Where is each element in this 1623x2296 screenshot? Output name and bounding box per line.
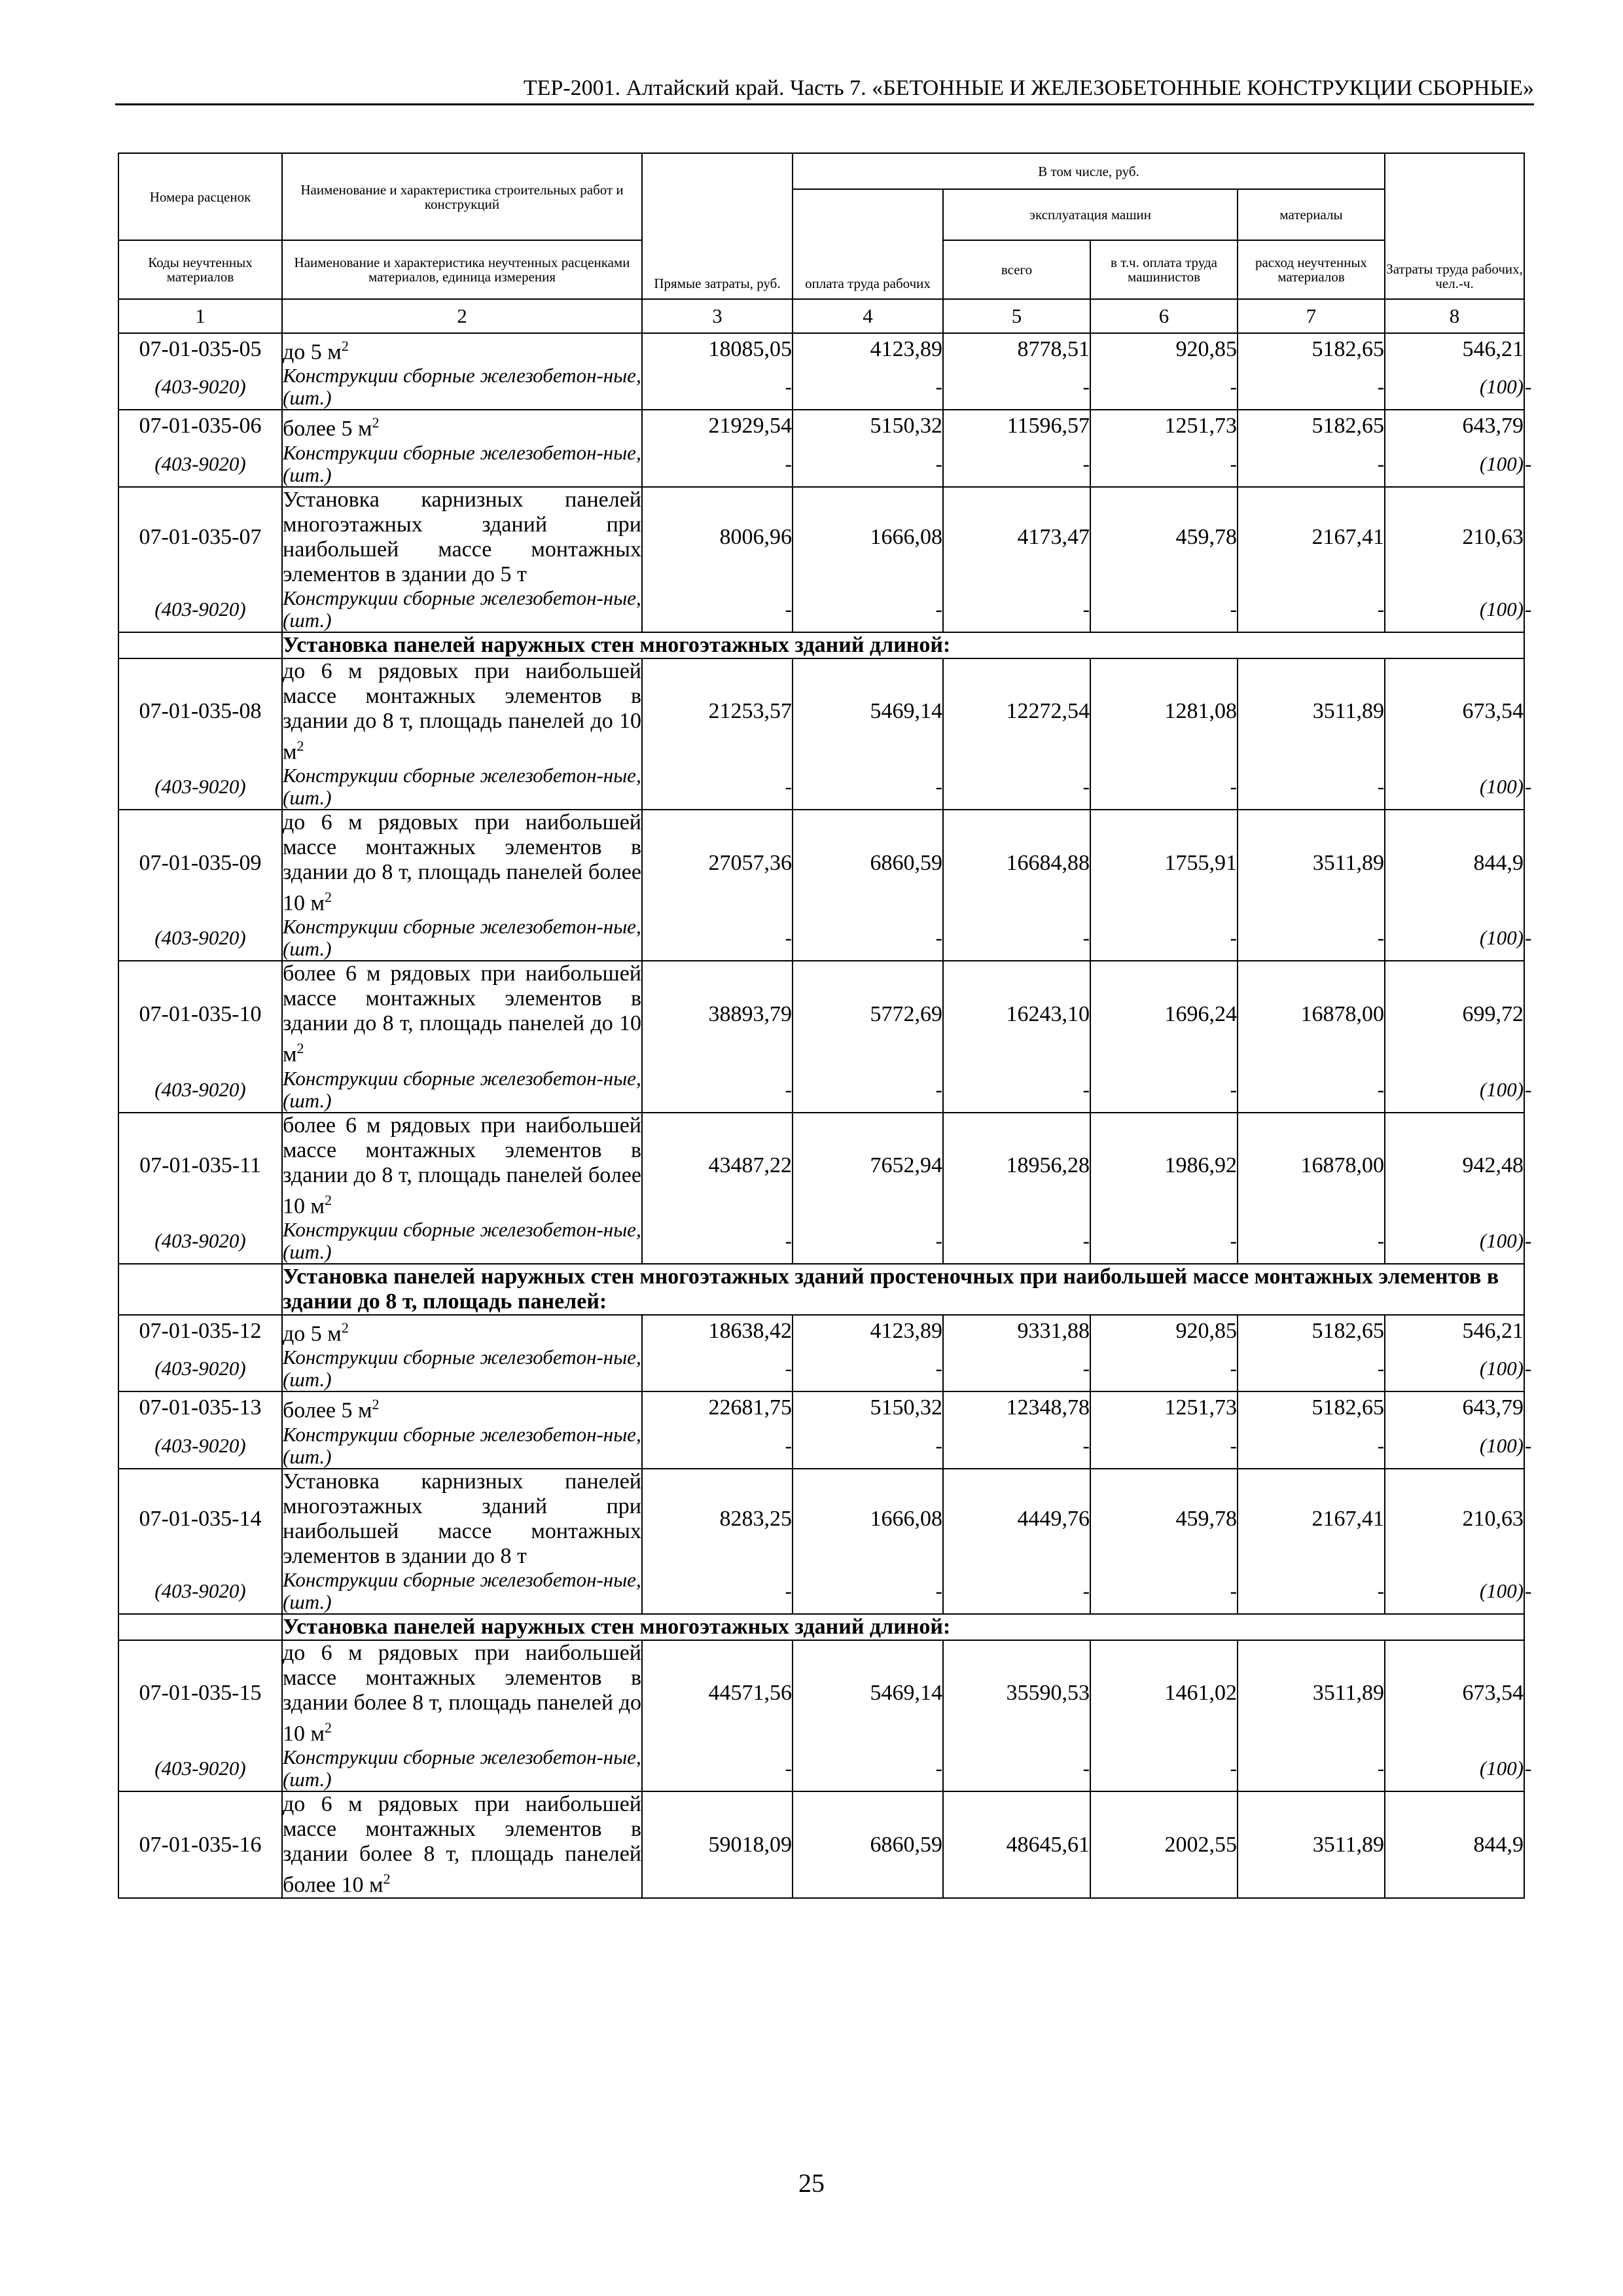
unit-exponent: 2 (372, 1396, 380, 1413)
value-machines: 4449,76 (943, 1469, 1090, 1569)
resource-dash: - (642, 1746, 793, 1791)
resource-dash: - (943, 1346, 1090, 1391)
resource-dash: - (1090, 1746, 1238, 1791)
value-mach-wages: 459,78 (1090, 487, 1238, 587)
value-materials: 2167,41 (1238, 1469, 1385, 1569)
section-heading-row (118, 632, 1524, 658)
work-name-text: до 6 м рядовых при наибольшей массе монтажных элементов в здании более 8 т, площадь панелей более 10 м (283, 1791, 641, 1897)
value-machines: 18956,28 (943, 1113, 1090, 1219)
value-mach-wages: 1986,92 (1090, 1113, 1238, 1219)
resource-dash: - (642, 916, 793, 961)
unit-exponent: 2 (325, 888, 332, 905)
resource-code: (403-9020) (118, 1746, 282, 1791)
section-spacer (118, 1614, 282, 1640)
resource-row: (403-9020) Конструкции сборные железобетон-ные, (шт.) - - - - - (100) - (118, 1424, 1524, 1469)
resource-dash: - (793, 1424, 943, 1469)
resource-dash: - (1238, 442, 1385, 487)
resource-name: Конструкции сборные железобетон-ные, (шт.) (283, 1217, 641, 1263)
rate-code: 07-01-035-05 (118, 333, 282, 365)
resource-dash: - (793, 1569, 943, 1614)
resource-name: Конструкции сборные железобетон-ные, (шт.) (283, 1066, 641, 1112)
resource-row: (403-9020) Конструкции сборные железобетон-ные, (шт.) - - - - - (100) - (118, 764, 1524, 810)
resource-row: (403-9020) Конструкции сборные железобетон-ные, (шт.) - - - - - (100) - (118, 916, 1524, 961)
unit-exponent: 2 (341, 338, 349, 354)
value-mach-wages: 1755,91 (1090, 810, 1238, 916)
table-head (118, 153, 1524, 333)
rates-table (118, 152, 1532, 1899)
resource-dash: - (943, 365, 1090, 410)
rate-code: 07-01-035-08 (118, 658, 282, 764)
value-labor-hours: 673,54 (1385, 1640, 1524, 1746)
resource-dash: - (1090, 1346, 1238, 1391)
col-number: 4 (793, 299, 943, 333)
col-number: 5 (943, 299, 1090, 333)
value-labor-hours: 942,48 (1385, 1113, 1524, 1219)
resource-dash: - (1238, 1067, 1385, 1113)
section-heading-row (118, 1264, 1524, 1315)
resource-row: (403-9020) Конструкции сборные железобетон-ные, (шт.) - - - - - (100) - (118, 1346, 1524, 1391)
value-labor-hours: 844,9 (1385, 1791, 1524, 1898)
resource-dash: - (793, 916, 943, 961)
resource-name: Конструкции сборные железобетон-ные, (шт.) (283, 364, 641, 410)
value-machines: 8778,51 (943, 333, 1090, 365)
value-materials: 3511,89 (1238, 1640, 1385, 1746)
resource-code: (403-9020) (118, 442, 282, 487)
resource-name: Конструкции сборные железобетон-ные, (шт.) (283, 1346, 641, 1391)
rate-code: 07-01-035-09 (118, 810, 282, 916)
value-materials: 5182,65 (1238, 1315, 1385, 1346)
resource-dash: - (793, 764, 943, 810)
value-direct: 38893,79 (642, 961, 793, 1067)
running-header (115, 73, 1534, 105)
rate-code: 07-01-035-14 (118, 1469, 282, 1569)
col-labor-hours-header: Затраты труда рабочих, чел.-ч. (1385, 153, 1524, 299)
resource-dash: - (943, 1569, 1090, 1614)
resource-dash: - (1090, 916, 1238, 961)
value-mach-wages: 920,85 (1090, 333, 1238, 365)
value-direct: 21253,57 (642, 658, 793, 764)
resource-dash: - (1238, 764, 1385, 810)
unit-exponent: 2 (325, 1719, 332, 1736)
work-name-text: до 6 м рядовых при наибольшей массе монтажных элементов в здании до 8 т, площадь панелей до 10 м (283, 658, 641, 764)
col-code-header: Номера расценок (118, 153, 282, 240)
work-name (282, 1791, 642, 1898)
resource-dash: - (943, 1746, 1090, 1791)
value-machines: 16684,88 (943, 810, 1090, 916)
value-materials: 5182,65 (1238, 410, 1385, 441)
rate-row (118, 1315, 1524, 1346)
value-labor-hours: 546,21 (1385, 1315, 1524, 1346)
resource-code: (403-9020) (118, 1067, 282, 1113)
resource-name: Конструкции сборные железобетон-ные, (шт.) (283, 1568, 641, 1613)
resource-row: (403-9020) Конструкции сборные железобетон-ные, (шт.) - - - - - (100) - (118, 442, 1524, 487)
resource-dash: - (943, 1067, 1090, 1113)
value-direct: 27057,36 (642, 810, 793, 916)
value-direct: 21929,54 (642, 410, 793, 441)
work-name-text: более 5 м (283, 1398, 372, 1423)
rate-row (118, 961, 1524, 1067)
resource-consumption: (100) (1385, 1746, 1524, 1791)
work-name-text: до 6 м рядовых при наибольшей массе монтажных элементов в здании до 8 т, площадь панелей более 10 м (283, 810, 641, 916)
value-labor: 5150,32 (793, 410, 943, 441)
work-name (282, 658, 642, 764)
rate-row (118, 1791, 1524, 1898)
resource-row: (403-9020) Конструкции сборные железобетон-ные, (шт.) - - - - - (100) - (118, 365, 1524, 410)
value-direct: 43487,22 (642, 1113, 793, 1219)
rate-row (118, 1640, 1524, 1746)
resource-dash: - (1090, 1067, 1238, 1113)
value-labor: 6860,59 (793, 810, 943, 916)
rate-row (118, 658, 1524, 764)
resource-dash: - (793, 1067, 943, 1113)
unit-exponent: 2 (372, 414, 380, 431)
resource-dash: - (943, 442, 1090, 487)
value-machines: 12348,78 (943, 1391, 1090, 1423)
value-direct: 8006,96 (642, 487, 793, 587)
unit-exponent: 2 (325, 1191, 332, 1208)
resource-dash: - (943, 1219, 1090, 1264)
resource-dash: - (1238, 1424, 1385, 1469)
resource-name: Конструкции сборные железобетон-ные, (шт.) (283, 1422, 641, 1468)
resource-dash: - (1090, 764, 1238, 810)
resource-code: (403-9020) (118, 1424, 282, 1469)
section-spacer (118, 632, 282, 658)
value-materials: 5182,65 (1238, 333, 1385, 365)
value-machines: 35590,53 (943, 1640, 1090, 1746)
value-labor-hours: 844,9 (1385, 810, 1524, 916)
resource-dash: - (943, 587, 1090, 632)
rate-code: 07-01-035-11 (118, 1113, 282, 1219)
value-mach-wages: 1251,73 (1090, 410, 1238, 441)
resource-dash: - (793, 442, 943, 487)
resource-dash: - (1238, 916, 1385, 961)
resource-name: Конструкции сборные железобетон-ные, (шт.) (283, 440, 641, 486)
col-machines-wages-header: в т.ч. оплата труда машинистов (1090, 240, 1238, 299)
col-number: 1 (118, 299, 282, 333)
value-materials: 3511,89 (1238, 1791, 1385, 1898)
rate-row (118, 1469, 1524, 1569)
value-labor: 4123,89 (793, 333, 943, 365)
value-mach-wages: 1461,02 (1090, 1640, 1238, 1746)
resource-dash: - (642, 1346, 793, 1391)
resource-row: (403-9020) Конструкции сборные железобетон-ные, (шт.) - - - - - (100) - (118, 587, 1524, 632)
rate-code: 07-01-035-13 (118, 1391, 282, 1423)
work-name (282, 810, 642, 916)
resource-dash: - (1238, 1219, 1385, 1264)
resource-dash: - (1090, 442, 1238, 487)
value-labor: 6860,59 (793, 1791, 943, 1898)
resource-dash: - (1238, 1346, 1385, 1391)
value-direct: 59018,09 (642, 1791, 793, 1898)
resource-dash: - (943, 1424, 1090, 1469)
unit-exponent: 2 (296, 737, 304, 754)
value-mach-wages: 920,85 (1090, 1315, 1238, 1346)
rate-row (118, 410, 1524, 441)
section-heading: Установка панелей наружных стен многоэтажных зданий длиной: (282, 1614, 1524, 1640)
value-labor-hours: 643,79 (1385, 410, 1524, 441)
value-machines: 16243,10 (943, 961, 1090, 1067)
resource-consumption: (100) (1385, 916, 1524, 961)
value-materials: 16878,00 (1238, 961, 1385, 1067)
value-materials: 3511,89 (1238, 810, 1385, 916)
value-materials: 2167,41 (1238, 487, 1385, 587)
rate-row (118, 333, 1524, 365)
value-labor: 4123,89 (793, 1315, 943, 1346)
resource-consumption: (100) (1385, 764, 1524, 810)
resource-dash: - (642, 442, 793, 487)
rate-code: 07-01-035-06 (118, 410, 282, 441)
rate-code: 07-01-035-15 (118, 1640, 282, 1746)
work-name-text: более 5 м (283, 416, 372, 441)
value-labor-hours: 210,63 (1385, 487, 1524, 587)
work-name (282, 1640, 642, 1746)
resource-dash: - (642, 1569, 793, 1614)
value-mach-wages: 1281,08 (1090, 658, 1238, 764)
resource-code: (403-9020) (118, 1219, 282, 1264)
resource-name: Конструкции сборные железобетон-ные, (шт.) (283, 915, 641, 961)
resource-name: Конструкции сборные железобетон-ные, (шт.) (283, 763, 641, 809)
col-machines-header: эксплуатация машин (943, 189, 1238, 240)
value-machines: 12272,54 (943, 658, 1090, 764)
resource-dash: - (642, 365, 793, 410)
unit-exponent: 2 (341, 1319, 349, 1336)
rate-row (118, 487, 1524, 587)
section-spacer (118, 1264, 282, 1315)
rate-row (118, 1391, 1524, 1423)
col-number: 3 (642, 299, 793, 333)
resource-code: (403-9020) (118, 1569, 282, 1614)
value-mach-wages: 1696,24 (1090, 961, 1238, 1067)
resource-dash: - (1090, 1424, 1238, 1469)
value-labor: 5772,69 (793, 961, 943, 1067)
col-incl-header: В том числе, руб. (793, 153, 1385, 189)
resource-dash: - (793, 587, 943, 632)
resource-consumption: (100) (1385, 1424, 1524, 1469)
resource-row: (403-9020) Конструкции сборные железобетон-ные, (шт.) - - - - - (100) - (118, 1219, 1524, 1264)
col-number: 7 (1238, 299, 1385, 333)
resource-consumption: (100) (1385, 1067, 1524, 1113)
rate-code: 07-01-035-10 (118, 961, 282, 1067)
rate-row (118, 810, 1524, 916)
unit-exponent: 2 (383, 1870, 391, 1887)
column-numbers-row (118, 299, 1524, 333)
resource-dash: - (642, 1067, 793, 1113)
col-number: 8 (1385, 299, 1524, 333)
resource-consumption: (100) (1385, 587, 1524, 632)
resource-dash: - (943, 916, 1090, 961)
table-body (118, 333, 1532, 1898)
resource-name: Конструкции сборные железобетон-ные, (шт.) (283, 586, 641, 632)
resource-consumption: (100) (1385, 1346, 1524, 1391)
value-machines: 4173,47 (943, 487, 1090, 587)
resource-row: (403-9020) Конструкции сборные железобетон-ные, (шт.) - - - - - (100) - (118, 1067, 1524, 1113)
resource-name: Конструкции сборные железобетон-ные, (шт.) (283, 1745, 641, 1791)
value-mach-wages: 2002,55 (1090, 1791, 1238, 1898)
resource-dash: - (793, 1346, 943, 1391)
value-mach-wages: 1251,73 (1090, 1391, 1238, 1423)
work-name-text: до 5 м (283, 1321, 342, 1346)
unit-exponent: 2 (296, 1040, 304, 1057)
value-materials: 3511,89 (1238, 658, 1385, 764)
resource-code: (403-9020) (118, 1346, 282, 1391)
section-heading: Установка панелей наружных стен многоэтажных зданий простеночных при наибольшей массе монтажных элементов в здании до 8 т, площадь панелей: (282, 1264, 1524, 1315)
resource-dash: - (642, 587, 793, 632)
col-resource-code-header: Коды неучтенных материалов (118, 240, 282, 299)
work-name (282, 410, 642, 441)
col-number: 2 (282, 299, 642, 333)
col-direct-header: Прямые затраты, руб. (642, 153, 793, 299)
work-name (282, 1391, 642, 1423)
resource-consumption: (100) (1385, 1219, 1524, 1264)
value-labor: 5150,32 (793, 1391, 943, 1423)
value-materials: 16878,00 (1238, 1113, 1385, 1219)
resource-dash: - (943, 764, 1090, 810)
value-labor-hours: 673,54 (1385, 658, 1524, 764)
section-heading-row (118, 1614, 1524, 1640)
work-name (282, 961, 642, 1067)
value-labor: 7652,94 (793, 1113, 943, 1219)
resource-dash: - (1238, 1569, 1385, 1614)
work-name-text: до 6 м рядовых при наибольшей массе монтажных элементов в здании более 8 т, площадь панелей до 10 м (283, 1640, 641, 1746)
resource-dash: - (793, 1219, 943, 1264)
value-labor: 1666,08 (793, 1469, 943, 1569)
rate-code: 07-01-035-07 (118, 487, 282, 587)
value-direct: 18638,42 (642, 1315, 793, 1346)
resource-dash: - (1238, 1746, 1385, 1791)
rate-code: 07-01-035-16 (118, 1791, 282, 1898)
resource-dash: - (793, 365, 943, 410)
value-labor: 1666,08 (793, 487, 943, 587)
value-labor-hours: 546,21 (1385, 333, 1524, 365)
resource-code: (403-9020) (118, 365, 282, 410)
resource-row: (403-9020) Конструкции сборные железобетон-ные, (шт.) - - - - - (100) - (118, 1569, 1524, 1614)
value-mach-wages: 459,78 (1090, 1469, 1238, 1569)
resource-dash: - (1090, 587, 1238, 632)
value-machines: 48645,61 (943, 1791, 1090, 1898)
value-machines: 9331,88 (943, 1315, 1090, 1346)
work-name-text: более 6 м рядовых при наибольшей массе монтажных элементов в здании до 8 т, площадь панелей до 10 м (283, 961, 641, 1067)
header-title: ТЕР-2001. Алтайский край. Часть 7. «БЕТОННЫЕ И ЖЕЛЕЗОБЕТОННЫЕ КОНСТРУКЦИИ СБОРНЫЕ» (523, 76, 1534, 100)
page-number: 25 (798, 2168, 825, 2198)
resource-dash: - (642, 764, 793, 810)
resource-dash: - (1090, 365, 1238, 410)
value-labor: 5469,14 (793, 658, 943, 764)
resource-code: (403-9020) (118, 587, 282, 632)
section-heading: Установка панелей наружных стен многоэтажных зданий длиной: (282, 632, 1524, 658)
resource-dash: - (1090, 1569, 1238, 1614)
col-resource-name-header: Наименование и характеристика неучтенных расценками материалов, единица измерения (282, 240, 642, 299)
col-machines-total-header: всего (943, 240, 1090, 299)
rate-code: 07-01-035-12 (118, 1315, 282, 1346)
resource-code: (403-9020) (118, 764, 282, 810)
work-name (282, 333, 642, 365)
value-direct: 18085,05 (642, 333, 793, 365)
resource-dash: - (1238, 365, 1385, 410)
value-materials: 5182,65 (1238, 1391, 1385, 1423)
value-direct: 8283,25 (642, 1469, 793, 1569)
work-name (282, 1315, 642, 1346)
work-name (282, 487, 642, 587)
resource-consumption: (100) (1385, 1569, 1524, 1614)
resource-dash: - (793, 1746, 943, 1791)
col-mat-consumption-header: расход неучтенных материалов (1238, 240, 1385, 299)
resource-code: (403-9020) (118, 916, 282, 961)
value-labor-hours: 210,63 (1385, 1469, 1524, 1569)
resource-dash: - (642, 1424, 793, 1469)
col-name-header: Наименование и характеристика строительных работ и конструкций (282, 153, 642, 240)
value-labor: 5469,14 (793, 1640, 943, 1746)
resource-consumption: (100) (1385, 365, 1524, 410)
resource-dash: - (1090, 1219, 1238, 1264)
value-machines: 11596,57 (943, 410, 1090, 441)
resource-row: (403-9020) Конструкции сборные железобетон-ные, (шт.) - - - - - (100) - (118, 1746, 1524, 1791)
resource-dash: - (1238, 587, 1385, 632)
resource-dash: - (642, 1219, 793, 1264)
work-name-text: Установка карнизных панелей многоэтажных зданий при наибольшей массе монтажных элементов в здании до 8 т (283, 1469, 641, 1568)
work-name (282, 1113, 642, 1219)
work-name-text: Установка карнизных панелей многоэтажных зданий при наибольшей массе монтажных элементов в здании до 5 т (283, 487, 641, 586)
resource-consumption: (100) (1385, 442, 1524, 487)
value-labor-hours: 643,79 (1385, 1391, 1524, 1423)
col-labor-header: оплата труда рабочих (793, 189, 943, 299)
rate-row (118, 1113, 1524, 1219)
value-direct: 44571,56 (642, 1640, 793, 1746)
work-name-text: до 5 м (283, 340, 342, 365)
col-materials-header: материалы (1238, 189, 1385, 240)
work-name-text: более 6 м рядовых при наибольшей массе монтажных элементов в здании до 8 т, площадь панелей более 10 м (283, 1113, 641, 1218)
value-labor-hours: 699,72 (1385, 961, 1524, 1067)
value-direct: 22681,75 (642, 1391, 793, 1423)
col-number: 6 (1090, 299, 1238, 333)
work-name (282, 1469, 642, 1569)
